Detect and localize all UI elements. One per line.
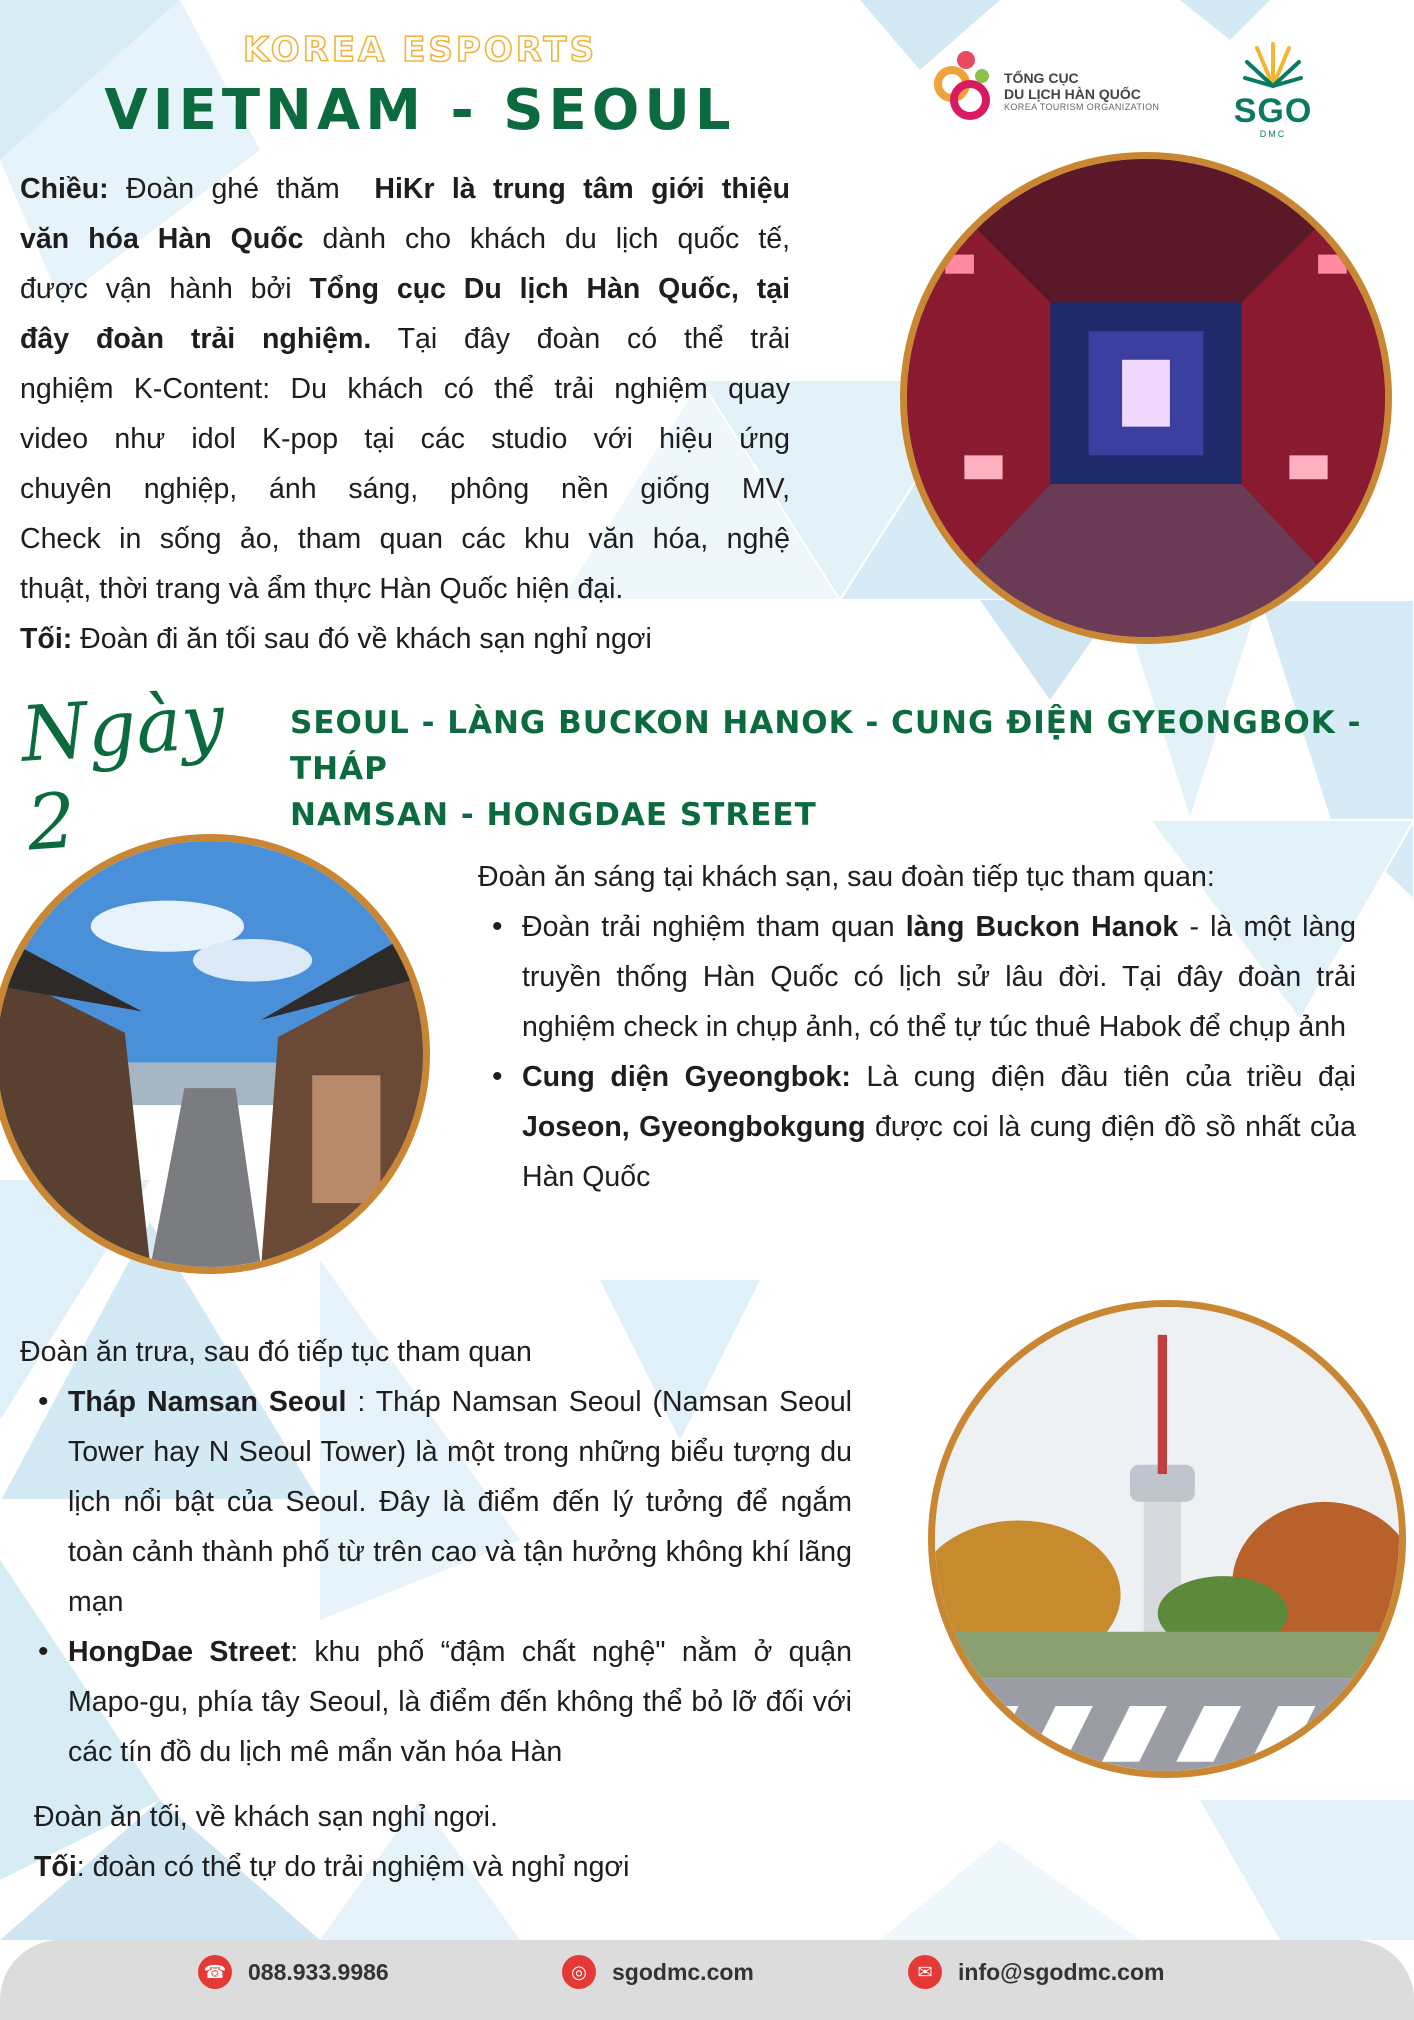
sgo-subtitle: DMC [1259, 129, 1287, 139]
kto-name-line1: TỔNG CỤC [1004, 70, 1079, 86]
list-item: • Cung diện Gyeongbok: Là cung điện đầu tiên của triều đại Joseon, Gyeongbokgung được coi là cung điện đồ sồ nhất của Hàn Quốc [522, 1052, 1356, 1202]
contact-phone[interactable] [198, 1955, 389, 1989]
dinner-text: Đoàn ăn tối, về khách sạn nghỉ ngơi. [34, 1801, 498, 1833]
sgo-logo [1228, 36, 1318, 139]
photo-hikr-corridor [900, 152, 1392, 644]
kto-logo [930, 48, 1160, 128]
list-item: • Đoàn trải nghiệm tham quan làng Buckon Hanok - là một làng truyền thống Hàn Quốc có lịch sử lâu đời. Tại đây đoàn trải nghiệm check in chụp ảnh, có thể tự túc thuê Habok để chụp ảnh [522, 902, 1356, 1052]
kto-emblem-icon [930, 48, 1000, 128]
photo-namsan-tower [928, 1300, 1406, 1778]
afternoon-paragraph: Chiều: Đoàn ghé thăm HiKr là trung tâm giới thiệu văn hóa Hàn Quốc dành cho khách du lịch quốc tế, được vận hành bởi Tổng cục Du lịch Hàn Quốc, tại đây đoàn trải nghiệm. Tại đây đoàn có thể trải nghiệm K-Content: Du khách có thể trải nghiệm quay video như idol K-pop tại các studio với hiệu ứng chuyên nghiệp, ánh sáng, phông nền giống MV, Check in sống ảo, tham quan các khu văn hóa, nghệ thuật, thời trang và ẩm thực Hàn Quốc hiện đại. Tối: Đoàn đi ăn tối sau đó về khách sạn nghỉ ngơi [20, 173, 791, 655]
list-item: • HongDae Street: khu phố “đậm chất nghệ" nằm ở quận Mapo-gu, phía tây Seoul, là điểm đến không thể bỏ lỡ đối với các tín đồ du lịch mê mẩn văn hóa Hàn [68, 1627, 852, 1777]
sgo-wordmark: SGO [1233, 92, 1313, 130]
day-title: SEOUL - LÀNG BUCKON HANOK - CUNG ĐIỆN GYEONGBOK - THÁP NAMSAN - HONGDAE STREET [290, 705, 1362, 833]
lunch-block [20, 1327, 852, 1777]
morning-lead: Đoàn ăn sáng tại khách sạn, sau đoàn tiếp tục tham quan: [478, 861, 1215, 893]
lunch-lead: Đoàn ăn trưa, sau đó tiếp tục tham quan [20, 1336, 532, 1368]
kto-name-line2: DU LỊCH HÀN QUỐC [1004, 86, 1141, 103]
evening-text: Tối: đoàn có thể tự do trải nghiệm và nghỉ ngơi [34, 1851, 630, 1883]
list-item: • Tháp Namsan Seoul : Tháp Namsan Seoul (Namsan Seoul Tower hay N Seoul Tower) là một trong những biểu tượng du lịch nổi bật của Seoul. Đây là điểm đến lý tưởng để ngắm toàn cảnh thành phố từ trên cao và tận hưởng không khí lãng mạn [68, 1377, 852, 1627]
kto-name-english: KOREA TOURISM ORGANIZATION [1004, 102, 1160, 113]
contact-website[interactable] [562, 1955, 754, 1989]
header-kicker: KOREA ESPORTS [242, 30, 598, 70]
email-link[interactable]: info@sgodmc.com [958, 1958, 1165, 1985]
globe-icon: ◎ [562, 1955, 596, 1989]
website-link[interactable]: sgodmc.com [612, 1958, 754, 1985]
afternoon-label: Chiều: [20, 173, 109, 205]
day-label: Ngày 2 [18, 675, 228, 868]
phone-icon: ☎ [198, 1955, 232, 1989]
contact-email[interactable] [908, 1955, 1164, 1989]
evening-label: Tối: [20, 623, 73, 655]
header-title: VIETNAM - SEOUL [104, 78, 736, 143]
phone-number: 088.933.9986 [248, 1958, 389, 1985]
closing-block [34, 1792, 934, 1892]
mail-icon: ✉ [908, 1955, 942, 1989]
photo-bukchon-hanok [0, 834, 430, 1274]
sunburst-icon [1243, 36, 1303, 92]
morning-block [478, 852, 1356, 1202]
